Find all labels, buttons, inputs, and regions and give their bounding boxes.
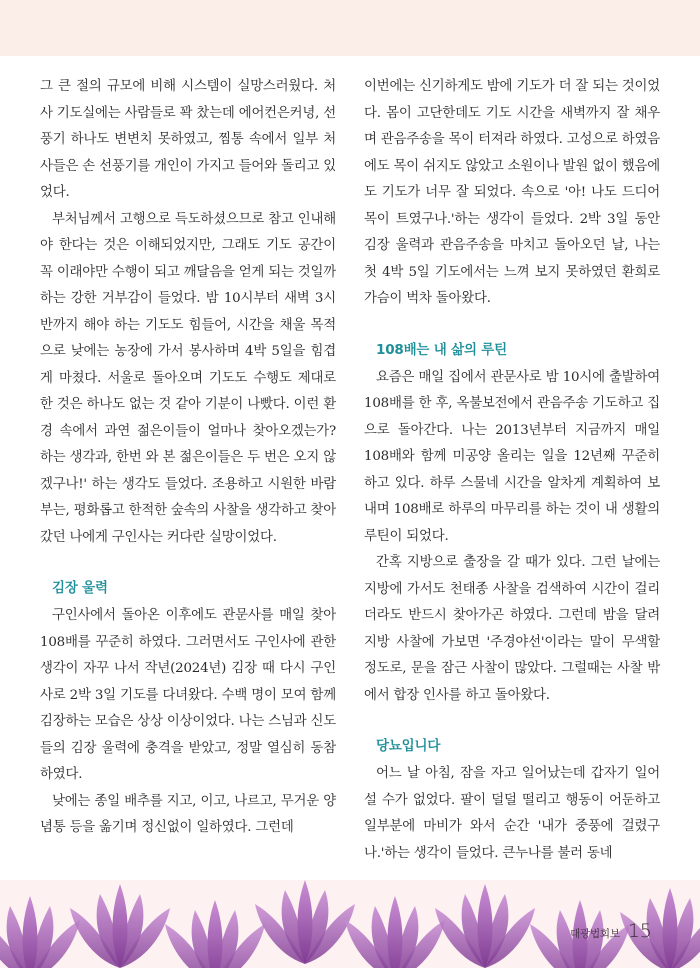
section-heading-diabetes: 당뇨입니다 <box>376 738 441 754</box>
section-heading-kimjang: 김장 울력 <box>52 580 108 596</box>
left-column <box>40 74 336 842</box>
paragraph: 부처님께서 고행으로 득도하셨으므로 참고 인내해야 한다는 것은 이해되었지만, 그래도 기도 공간이 꼭 이래야만 수행이 되고 깨달음을 얻게 되는 것일까 하는 강한 거부감이 들었다. 밤 10시부터 새벽 3시 반까지 해야 하는 기도도 힘들어, 시간을 채울 목적으로 낮에는 농장에 가서 봉사하며 4박 5일을 힘겹게 마쳤다. 서울로 돌아오며 기도도 수행도 제대로 한 것은 하나도 없는 것 같아 기분이 나빴다. 이런 환경 속에서 과연 젊은이들이 얼마나 찾아오겠는가? 하는 생각과, 한번 와 본 젊은이들은 두 번은 오지 않겠구나!' 하는 생각도 들었다. 조용하고 시원한 바람 부는, 평화롭고 한적한 숲속의 사찰을 생각하고 찾아갔던 나에게 구인사는 커다란 실망이었다. <box>40 211 336 545</box>
paragraph: 간혹 지방으로 출장을 갈 때가 있다. 그런 날에는 지방에 가서도 천태종 사찰을 검색하여 시간이 걸리더라도 반드시 찾아가곤 하였다. 그런데 밤을 달려 지방 사찰에 가보면 '주경야선'이라는 말이 무색할 정도로, 문을 잠근 사찰이 많았다. 그럴때는 사찰 밖에서 합장 인사를 하고 돌아왔다. <box>364 555 660 703</box>
top-band <box>0 0 700 56</box>
paragraph: 낮에는 종일 배추를 지고, 이고, 나르고, 무거운 양념통 등을 옮기며 정신없이 일하였다. 그런데 <box>40 793 336 835</box>
section-heading-routine: 108배는 내 삶의 루틴 <box>376 341 507 358</box>
paragraph: 그 큰 절의 규모에 비해 시스템이 실망스러웠다. 처사 기도실에는 사람들로 꽉 찼는데 에어컨은커녕, 선풍기 하나도 변변치 못하였고, 찜통 속에서 일부 처사들은 손 선풍기를 개인이 가지고 들어와 돌리고 있었다. <box>40 79 336 200</box>
page-footer <box>570 920 652 942</box>
page-number: 15 <box>627 920 652 942</box>
paragraph: 어느 날 아침, 잠을 자고 일어났는데 갑자기 일어설 수가 없었다. 팔이 덜덜 떨리고 행동이 어둔하고 일부분에 마비가 와서 순간 '내가 중풍에 걸렸구나.'하는 생각이 들었다. 큰누나를 불러 동네 <box>364 766 660 861</box>
paragraph: 요즘은 매일 집에서 관문사로 밤 10시에 출발하여 108배를 한 후, 옥불보전에서 관음주송 기도하고 집으로 돌아간다. 나는 2013년부터 지금까지 매일 108배와 함께 미공양 올리는 일을 12년째 꾸준히 하고 있다. 하루 스물네 시간을 알차게 계획하여 보내며 108배로 하루의 마무리를 하는 것이 내 생활의 루틴이 되었다. <box>364 369 660 544</box>
magazine-name: 대광법회보 <box>570 928 620 940</box>
paragraph: 구인사에서 돌아온 이후에도 관문사를 매일 찾아 108배를 꾸준히 하였다. 그러면서도 구인사에 관한 생각이 자꾸 나서 작년(2024년) 김장 때 다시 구인사로 2박 3일 기도를 다녀왔다. 수백 명이 모여 함께 김장하는 모습은 상상 이상이었다. 나는 스님과 신도들의 김장 울력에 충격을 받았고, 정말 열심히 동참하였다. <box>40 608 336 782</box>
paragraph: 이번에는 신기하게도 밤에 기도가 더 잘 되는 것이었다. 몸이 고단한데도 기도 시간을 새벽까지 잘 채우며 관음주송을 목이 터져라 하였다. 고성으로 하였음에도 목이 쉬지도 않았고 소원이나 발원 없이 했음에도 기도가 너무 잘 되었다. 속으로 '아! 나도 드디어 목이 트였구나.'하는 생각이 들었다. 2박 3일 동안 김장 울력과 관음주송을 마치고 돌아오던 날, 나는 첫 4박 5일 기도에서는 느껴 보지 못하였던 환희로 가슴이 벅차 돌아왔다. <box>364 79 660 306</box>
right-column <box>364 74 660 867</box>
